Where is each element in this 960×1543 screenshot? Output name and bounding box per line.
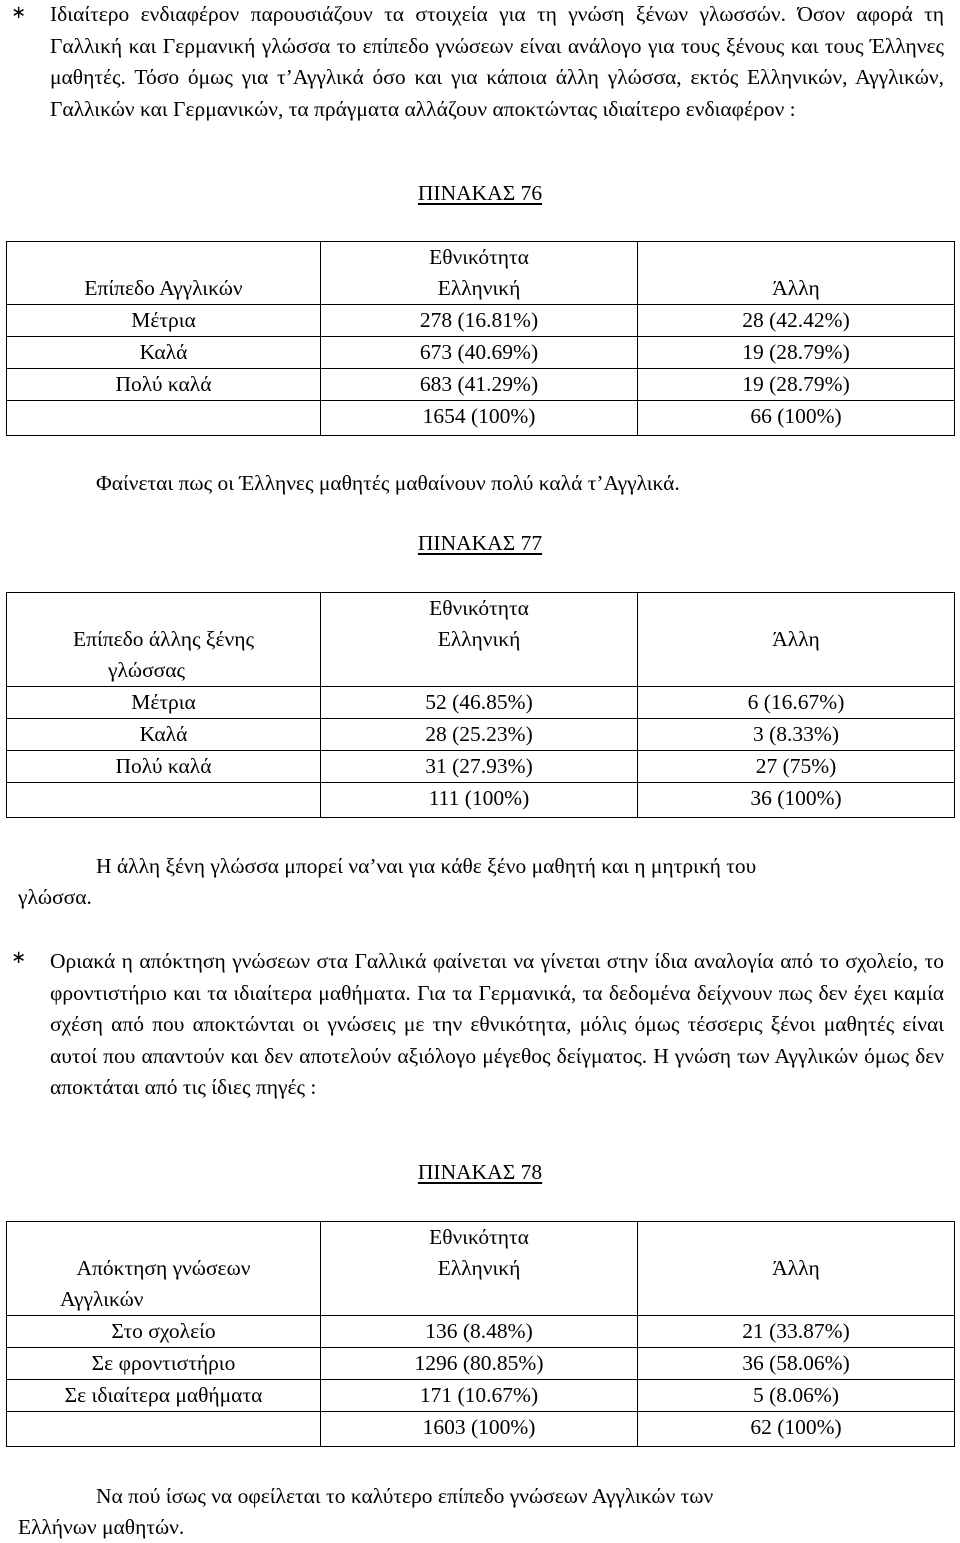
table-cell: 66 (100%) bbox=[638, 401, 955, 436]
table-cell: 62 (100%) bbox=[638, 1412, 955, 1447]
table-header-row bbox=[7, 1222, 955, 1254]
table-cell bbox=[7, 1412, 321, 1447]
table-76-note: Φαίνεται πως οι Έλληνες μαθητές μαθαίνουν πολύ καλά τ’Αγγλικά. bbox=[96, 471, 680, 495]
table-cell: Πολύ καλά bbox=[7, 369, 321, 401]
row-header-line: Αγγλικών bbox=[60, 1287, 144, 1311]
table-row bbox=[7, 369, 955, 401]
table-group-header: Εθνικότητα bbox=[321, 1222, 638, 1254]
table-cell: 52 (46.85%) bbox=[321, 687, 638, 719]
table-total-row bbox=[7, 401, 955, 436]
table-77-note-line1: Η άλλη ξένη γλώσσα μπορεί να’ναι για κάθε ξένο μαθητή και η μητρική του bbox=[96, 854, 757, 878]
table-cell: 1603 (100%) bbox=[321, 1412, 638, 1447]
table-cell: 111 (100%) bbox=[321, 783, 638, 818]
table-cell: 31 (27.93%) bbox=[321, 751, 638, 783]
table-78-note-line1: Να πού ίσως να οφείλεται το καλύτερο επίπεδο γνώσεων Αγγλικών των bbox=[96, 1484, 714, 1508]
table-cell: 683 (41.29%) bbox=[321, 369, 638, 401]
table-header-cell bbox=[638, 593, 955, 625]
table-cell: 5 (8.06%) bbox=[638, 1380, 955, 1412]
table-header-row bbox=[7, 624, 955, 687]
table-cell: Μέτρια bbox=[7, 687, 321, 719]
table-header-row bbox=[7, 273, 955, 305]
table-header-cell bbox=[638, 242, 955, 274]
table-row bbox=[7, 305, 955, 337]
table-77 bbox=[6, 592, 955, 818]
table-cell: 136 (8.48%) bbox=[321, 1316, 638, 1348]
table-cell: Σε ιδιαίτερα μαθήματα bbox=[7, 1380, 321, 1412]
table-row bbox=[7, 1380, 955, 1412]
table-total-row bbox=[7, 783, 955, 818]
table-cell: 6 (16.67%) bbox=[638, 687, 955, 719]
table-77-note-line2: γλώσσα. bbox=[18, 885, 92, 909]
table-row bbox=[7, 751, 955, 783]
table-76 bbox=[6, 241, 955, 436]
table-cell bbox=[7, 401, 321, 436]
table-76-title: ΠΙΝΑΚΑΣ 76 bbox=[417, 181, 543, 205]
table-cell: Σε φροντιστήριο bbox=[7, 1348, 321, 1380]
table-col-header: Ελληνική bbox=[321, 1253, 638, 1316]
table-header-cell bbox=[7, 242, 321, 274]
table-row bbox=[7, 337, 955, 369]
table-cell: Στο σχολείο bbox=[7, 1316, 321, 1348]
table-cell: 36 (100%) bbox=[638, 783, 955, 818]
table-header-row bbox=[7, 1253, 955, 1316]
table-cell: Μέτρια bbox=[7, 305, 321, 337]
table-row-header bbox=[7, 1253, 321, 1316]
table-header-row bbox=[7, 593, 955, 625]
intro-paragraph: Ιδιαίτερο ενδιαφέρον παρουσιάζουν τα στοιχεία για τη γνώση ξένων γλωσσών. Όσον αφορά τη Γαλλική και Γερμανική γλώσσα το επίπεδο γνώσεων είναι ανάλογο για τους ξένους και τους Έλληνες μαθητές. Τόσο όμως για τ’Αγγλικά όσο και για κάποια άλλη γλώσσα, εκτός Ελληνικών, Αγγλικών, Γαλλικών και Γερμανικών, τα πράγματα αλλάζουν αποκτώντας ιδιαίτερο ενδιαφέρον : bbox=[50, 2, 944, 121]
table-77-title: ΠΙΝΑΚΑΣ 77 bbox=[417, 531, 543, 555]
table-row bbox=[7, 1348, 955, 1380]
table-header-cell bbox=[638, 1222, 955, 1254]
table-cell: 1296 (80.85%) bbox=[321, 1348, 638, 1380]
table-row bbox=[7, 1316, 955, 1348]
table-row-header bbox=[7, 624, 321, 687]
table-header-row bbox=[7, 242, 955, 274]
table-row bbox=[7, 719, 955, 751]
bullet-marker: ∗ bbox=[11, 947, 27, 968]
table-cell: 27 (75%) bbox=[638, 751, 955, 783]
table-col-header: Άλλη bbox=[638, 1253, 955, 1316]
table-cell: Καλά bbox=[7, 719, 321, 751]
table-78-note-line2: Ελλήνων μαθητών. bbox=[18, 1515, 185, 1539]
table-78 bbox=[6, 1221, 955, 1447]
table-cell: 19 (28.79%) bbox=[638, 369, 955, 401]
table-total-row bbox=[7, 1412, 955, 1447]
table-col-header: Άλλη bbox=[638, 273, 955, 305]
table-cell: 278 (16.81%) bbox=[321, 305, 638, 337]
second-paragraph: Οριακά η απόκτηση γνώσεων στα Γαλλικά φαίνεται να γίνεται στην ίδια αναλογία από το σχολείο, το φροντιστήριο και τα ιδιαίτερα μαθήματα. Για τα Γερμανικά, τα δεδομένα δείχνουν πως δεν έχει καμία σχέση από που αποκτώνται οι γνώσεις με την εθνικότητα, μόλις όμως τέσσερις ξένοι μαθητές είναι αυτοί που απαντούν και δεν αποτελούν αξιόλογο μέγεθος δείγματος. Η γνώση των Αγγλικών όμως δεν αποκτάται από τις ίδιες πηγές : bbox=[50, 949, 944, 1099]
table-row bbox=[7, 687, 955, 719]
table-group-header: Εθνικότητα bbox=[321, 242, 638, 274]
table-cell: 673 (40.69%) bbox=[321, 337, 638, 369]
table-cell: 171 (10.67%) bbox=[321, 1380, 638, 1412]
table-group-header: Εθνικότητα bbox=[321, 593, 638, 625]
table-78-title: ΠΙΝΑΚΑΣ 78 bbox=[417, 1160, 543, 1184]
table-cell: Καλά bbox=[7, 337, 321, 369]
table-col-header: Άλλη bbox=[638, 624, 955, 687]
table-cell: 1654 (100%) bbox=[321, 401, 638, 436]
row-header-line: Απόκτηση γνώσεων bbox=[76, 1256, 251, 1280]
table-cell: 28 (25.23%) bbox=[321, 719, 638, 751]
table-cell bbox=[7, 783, 321, 818]
table-col-header: Ελληνική bbox=[321, 624, 638, 687]
row-header-line: Επίπεδο άλλης ξένης bbox=[72, 627, 255, 651]
table-header-cell bbox=[7, 1222, 321, 1254]
table-col-header: Ελληνική bbox=[321, 273, 638, 305]
row-header-line: γλώσσας bbox=[108, 658, 186, 682]
table-row-header: Επίπεδο Αγγλικών bbox=[7, 273, 321, 305]
table-cell: 36 (58.06%) bbox=[638, 1348, 955, 1380]
table-cell: 3 (8.33%) bbox=[638, 719, 955, 751]
table-cell: 28 (42.42%) bbox=[638, 305, 955, 337]
table-header-cell bbox=[7, 593, 321, 625]
bullet-marker: ∗ bbox=[11, 2, 27, 23]
table-cell: Πολύ καλά bbox=[7, 751, 321, 783]
table-cell: 21 (33.87%) bbox=[638, 1316, 955, 1348]
table-cell: 19 (28.79%) bbox=[638, 337, 955, 369]
